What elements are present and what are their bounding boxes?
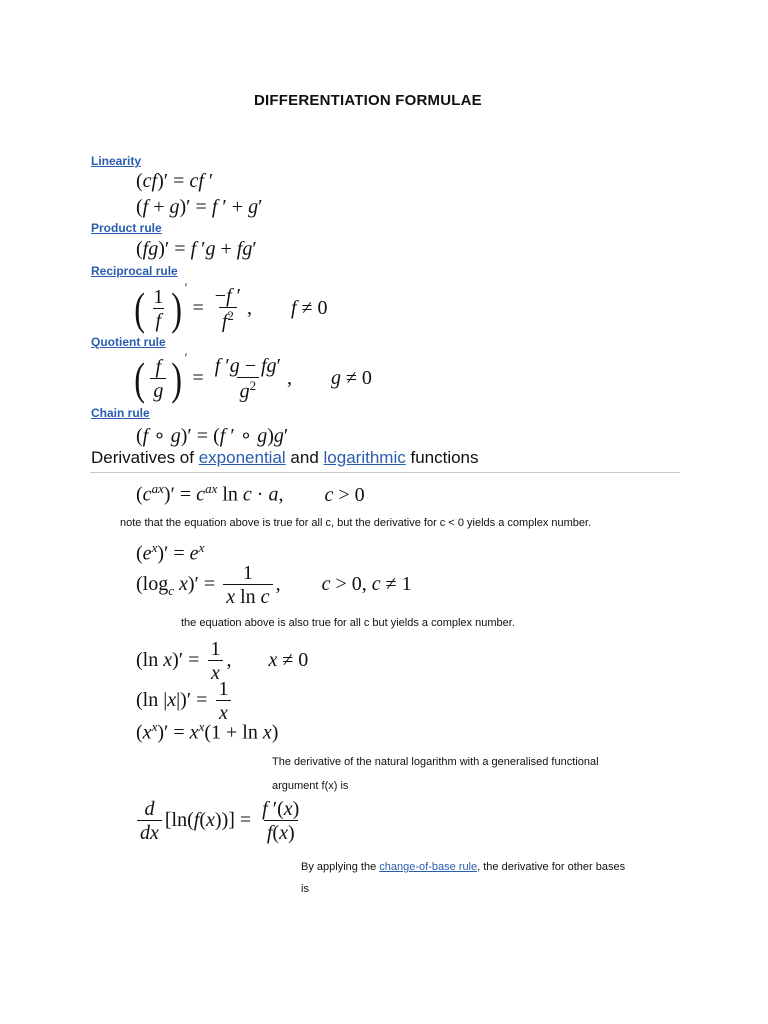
note-4-prefix: By applying the	[301, 861, 377, 873]
log-c-formula: ($\log_c$ x)′ = $\frac{1}{\text{x ln c}}$ , c > 0, c ≠ 1	[136, 562, 412, 608]
logarithmic-link[interactable]: logarithmic	[323, 448, 406, 467]
quotient-rule-link[interactable]: Quotient rule	[91, 335, 166, 349]
product-rule-link[interactable]: Product rule	[91, 221, 162, 235]
exponential-link[interactable]: exponential	[198, 448, 286, 467]
chain-rule-formula: (f ∘ g)′ = (f ′ ∘ g)g′	[136, 425, 289, 447]
linearity-formula-1: (cf)′ = cf ′	[136, 170, 214, 192]
product-rule-formula: (fg)′ = f ′g + fg′	[136, 238, 257, 260]
heading-prefix: Derivatives of	[91, 448, 194, 467]
ln-formula: (ln x)′ = $\frac{1}{x}$ , x ≠ 0	[136, 638, 309, 684]
note-1: note that the equation above is true for all c, but the derivative for c < 0 yields a complex number.	[120, 517, 592, 529]
page-title: DIFFERENTIATION FORMULAE	[254, 92, 482, 109]
reciprocal-rule-link[interactable]: Reciprocal rule	[91, 264, 178, 278]
note-2: the equation above is also true for all c but yields a complex number.	[181, 617, 515, 629]
heading-suffix: functions	[410, 448, 479, 467]
note-3-line-1: The derivative of the natural logarithm with a generalised functional	[272, 756, 599, 768]
exp-e-formula: $(e^x)' = e^x$	[136, 540, 205, 565]
reciprocal-rule-formula: ( $\frac{1}{f}$ ) ′ = $\frac{-f '}{f^2}$ , f ≠ 0	[134, 280, 328, 335]
note-4-line-2: is	[301, 883, 309, 895]
linearity-link[interactable]: Linearity	[91, 154, 142, 168]
note-4-suffix: , the derivative for other bases	[477, 861, 626, 873]
chain-rule-link[interactable]: Chain rule	[91, 406, 150, 420]
heading-divider	[90, 472, 680, 473]
section-heading	[91, 448, 479, 468]
change-of-base-link[interactable]: change-of-base rule	[379, 861, 478, 873]
exponential-formula: $(c^{ax})' = c^{ax}$ ln c · a, c > 0	[136, 481, 365, 506]
linearity-formula-2: (f + g)′ = f ′ + g′	[136, 196, 263, 218]
ln-abs-formula: (ln |x|)′ = $\frac{1}{x}$	[136, 678, 234, 725]
quotient-rule-formula: ( $\frac{f}{g}$ ) ′ = $\frac{f 'g - fg'}{g^2}$ , g ≠ 0	[134, 350, 372, 405]
heading-middle: and	[290, 448, 319, 467]
note-4	[301, 861, 625, 873]
note-3-line-2: argument f(x) is	[272, 780, 349, 792]
ln-f-formula: $\frac{d}{dx}$ [ln(f(x))] = $\frac{f '(x)}{f(x)}$	[134, 798, 305, 845]
x-power-x-formula: $(x^x)' = x^x(1 + \ln x)$	[136, 719, 279, 744]
